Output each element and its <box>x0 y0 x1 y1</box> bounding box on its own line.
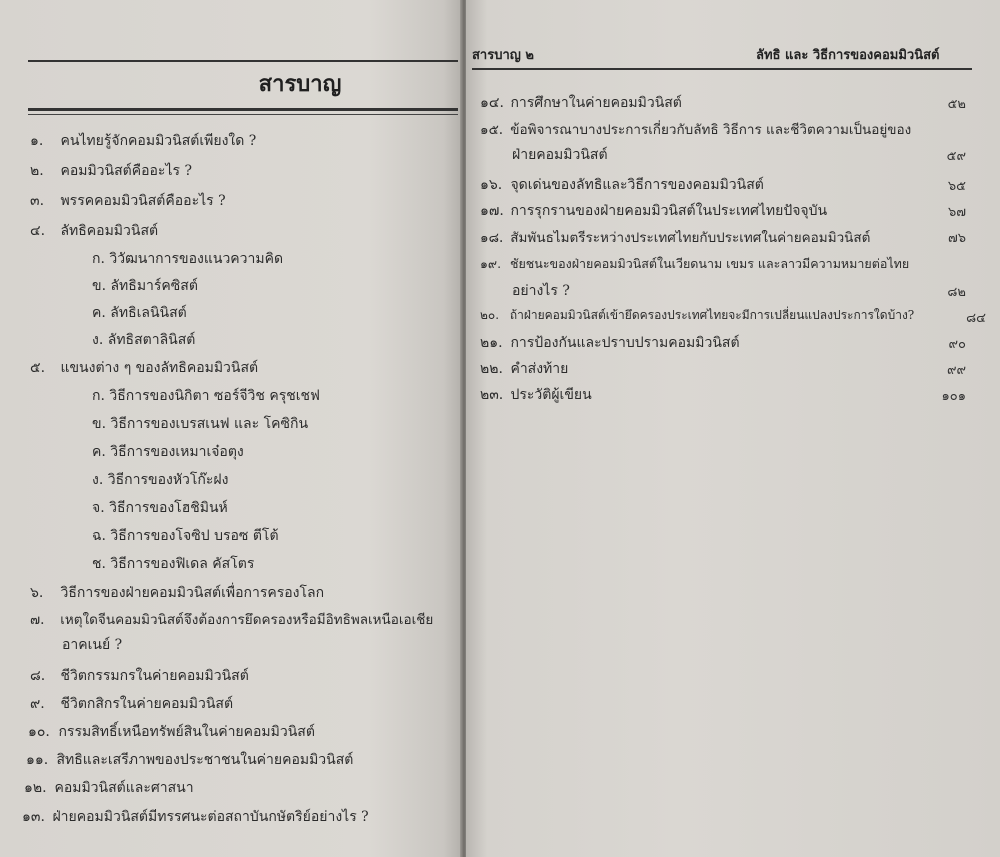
toc-subitem[interactable]: ฉ. วิธีการของโจซิป บรอซ ตีโต้ <box>92 528 279 544</box>
toc-item[interactable]: ๑๓. ฝ่ายคอมมิวนิสต์มีทรรศนะต่อสถาบันกษัตริย์อย่างไร ? <box>22 809 369 825</box>
page-number: ๕๒ <box>947 97 966 112</box>
toc-item[interactable]: ๖. วิธีการของฝ่ายคอมมิวนิสต์เพื่อการครองโลก <box>30 585 325 601</box>
page-number: ๖๗ <box>947 205 966 220</box>
toc-item[interactable]: ๑๙. ชัยชนะของฝ่ายคอมมิวนิสต์ในเวียดนาม เขมร และลาวมีความหมายต่อไทย <box>480 256 910 271</box>
running-header-left: สารบาญ ๒ <box>472 48 534 63</box>
toc-item[interactable]: ๑๐. กรรมสิทธิ์เหนือทรัพย์สินในค่ายคอมมิวนิสต์ <box>28 724 315 740</box>
toc-subitem[interactable]: ก. วิธีการของนิกิตา ซอร์จีวิช ครุชเชฟ <box>92 388 320 404</box>
toc-subitem[interactable]: จ. วิธีการของโฮชิมินห์ <box>92 500 228 516</box>
toc-subitem[interactable]: ค. วิธีการของเหมาเจ๋อตุง <box>92 444 244 460</box>
toc-item-continuation[interactable]: ฝ่ายคอมมิวนิสต์ <box>512 147 608 163</box>
toc-item[interactable]: ๑๕. ข้อพิจารณาบางประการเกี่ยวกับลัทธิ วิธีการ และชีวิตความเป็นอยู่ของ <box>480 122 912 138</box>
top-rule <box>28 60 458 62</box>
toc-item[interactable]: ๒๓. ประวัติผู้เขียน <box>480 387 592 403</box>
toc-item[interactable]: ๑. คนไทยรู้จักคอมมิวนิสต์เพียงใด ? <box>30 133 257 149</box>
toc-item[interactable]: ๙. ชีวิตกสิกรในค่ายคอมมิวนิสต์ <box>30 696 234 712</box>
page-number: ๕๙ <box>946 149 966 164</box>
toc-item[interactable]: ๗. เหตุใดจีนคอมมิวนิสต์จึงต้องการยึดครองหรือมีอิทธิพลเหนือเอเชีย <box>30 612 434 628</box>
toc-item[interactable]: ๓. พรรคคอมมิวนิสต์คืออะไร ? <box>30 193 226 209</box>
page-number: ๑๐๑ <box>941 389 966 404</box>
toc-subitem[interactable]: ก. วิวัฒนาการของแนวความคิด <box>92 251 284 267</box>
toc-subitem[interactable]: ง. ลัทธิสตาลินิสต์ <box>92 332 196 348</box>
toc-item[interactable]: ๔. ลัทธิคอมมิวนิสต์ <box>30 223 159 239</box>
toc-item[interactable]: ๒๑. การป้องกันและปราบปรามคอมมิวนิสต์ <box>480 335 740 351</box>
right-page <box>466 0 1000 857</box>
title-rule <box>28 108 458 111</box>
toc-item[interactable]: ๒๒. คำส่งท้าย <box>480 361 569 377</box>
toc-item[interactable]: ๒๐. ถ้าฝ่ายคอมมิวนิสต์เข้ายึดครองประเทศไทยจะมีการเปลี่ยนแปลงประการใดบ้าง? <box>480 308 915 322</box>
toc-item-continuation[interactable]: อาคเนย์ ? <box>62 637 123 653</box>
running-header-right: ลัทธิ และ วิธีการของคอมมิวนิสต์ <box>756 48 940 63</box>
toc-subitem[interactable]: ง. วิธีการของหัวโก๊ะฝง <box>92 472 229 488</box>
toc-item[interactable]: ๑๒. คอมมิวนิสต์และศาสนา <box>24 780 194 796</box>
toc-item[interactable]: ๕. แขนงต่าง ๆ ของลัทธิคอมมิวนิสต์ <box>30 360 259 376</box>
toc-subitem[interactable]: ค. ลัทธิเลนินิสต์ <box>92 305 187 321</box>
page-number: ๘๒ <box>947 285 966 300</box>
header-rule <box>472 68 972 70</box>
toc-subitem[interactable]: ช. วิธีการของฟิเดล คัสโตร <box>92 556 255 572</box>
page-title: สารบาญ <box>258 71 342 97</box>
toc-item[interactable]: ๘. ชีวิตกรรมกรในค่ายคอมมิวนิสต์ <box>30 668 249 684</box>
toc-item[interactable]: ๑๔. การศึกษาในค่ายคอมมิวนิสต์ <box>480 95 682 111</box>
toc-item[interactable]: ๒. คอมมิวนิสต์คืออะไร ? <box>30 163 192 179</box>
title-rule-thin <box>28 114 458 115</box>
page-number: ๗๖ <box>947 231 966 246</box>
toc-item[interactable]: ๑๘. สัมพันธไมตรีระหว่างประเทศไทยกับประเทศในค่ายคอมมิวนิสต์ <box>480 230 871 246</box>
page-number: ๘๔ <box>966 311 986 326</box>
toc-subitem[interactable]: ข. ลัทธิมาร์คซิสต์ <box>92 278 198 294</box>
toc-item[interactable]: ๑๖. จุดเด่นของลัทธิและวิธีการของคอมมิวนิสต์ <box>480 177 764 193</box>
toc-subitem[interactable]: ข. วิธีการของเบรสเนฟ และ โคซิกิน <box>92 416 309 432</box>
page-number: ๙๙ <box>946 363 966 378</box>
left-page <box>0 0 462 857</box>
toc-item-continuation[interactable]: อย่างไร ? <box>512 283 570 299</box>
page-number: ๙๐ <box>948 337 966 352</box>
page-number: ๖๕ <box>947 179 966 194</box>
toc-item[interactable]: ๑๗. การรุกรานของฝ่ายคอมมิวนิสต์ในประเทศไทยปัจจุบัน <box>480 203 828 219</box>
toc-item[interactable]: ๑๑. สิทธิและเสรีภาพของประชาชนในค่ายคอมมิวนิสต์ <box>26 752 354 768</box>
